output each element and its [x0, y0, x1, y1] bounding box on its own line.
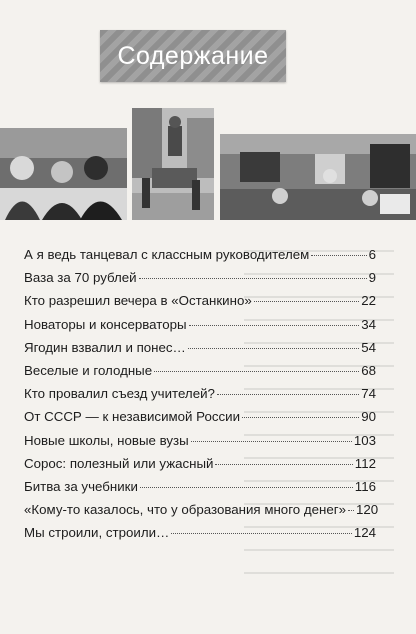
photo-students-at-table: [0, 128, 127, 220]
toc-leader: [311, 255, 366, 256]
toc-entry[interactable]: [24, 525, 376, 548]
toc-page-number: 124: [353, 525, 376, 541]
toc-leader: [254, 301, 359, 302]
toc-entry[interactable]: [24, 409, 376, 432]
toc-page-number: 6: [368, 247, 376, 262]
toc-title: Сорос: полезный или ужасный: [24, 455, 214, 471]
toc-leader: [348, 510, 354, 511]
photo-strip: [0, 108, 416, 222]
toc-leader: [217, 394, 359, 395]
toc-title: Веселые и голодные: [24, 362, 153, 378]
toc-entry[interactable]: [24, 479, 376, 502]
toc-title: А я ведь танцевал с классным руководителем: [24, 247, 310, 262]
toc-title: Ваза за 70 рублей: [24, 270, 137, 286]
toc-leader: [191, 441, 352, 442]
table-of-contents: [24, 247, 379, 548]
toc-leader: [188, 348, 359, 349]
title-banner: [100, 30, 286, 82]
toc-entry[interactable]: [24, 502, 379, 525]
toc-page-number: 120: [355, 502, 379, 518]
toc-entry[interactable]: [24, 317, 376, 340]
toc-entry[interactable]: [24, 270, 376, 293]
toc-page-number: 68: [361, 362, 376, 378]
toc-title: «Кому-то казалось, что у образования много денег»: [24, 502, 346, 518]
photo-classroom-scene: [220, 134, 416, 220]
toc-leader: [154, 371, 359, 372]
toc-leader: [171, 533, 352, 534]
toc-page-number: 54: [361, 339, 376, 355]
toc-page-number: 74: [361, 386, 376, 402]
toc-entry[interactable]: [24, 456, 376, 479]
toc-entry[interactable]: [24, 433, 376, 456]
photo-monument-square: [132, 108, 214, 220]
page-title: Содержание: [117, 41, 269, 70]
toc-entry[interactable]: [24, 340, 376, 363]
toc-title: От СССР — к независимой России: [24, 409, 240, 425]
toc-title: Ягодин взвалил и понес…: [24, 339, 186, 355]
toc-entry[interactable]: [24, 247, 376, 270]
toc-title: Мы строили, строили…: [24, 525, 170, 541]
toc-title: Кто разрешил вечера в «Останкино»: [24, 293, 252, 309]
toc-entry[interactable]: [24, 363, 376, 386]
toc-page-number: 112: [354, 455, 376, 471]
toc-leader: [215, 464, 352, 465]
toc-leader: [139, 278, 367, 279]
toc-page-number: 90: [361, 409, 376, 425]
toc-title: Битва за учебники: [24, 478, 138, 494]
toc-leader: [242, 417, 359, 418]
toc-title: Кто провалил съезд учителей?: [24, 386, 215, 402]
toc-title: Новые школы, новые вузы: [24, 432, 189, 448]
toc-leader: [189, 325, 360, 326]
toc-page-number: 103: [353, 432, 376, 448]
toc-entry[interactable]: [24, 386, 376, 409]
toc-page-number: 9: [368, 270, 376, 286]
toc-leader: [140, 487, 353, 488]
toc-page-number: 22: [361, 293, 376, 309]
toc-entry[interactable]: [24, 293, 376, 316]
toc-page-number: 34: [361, 316, 376, 332]
toc-title: Новаторы и консерваторы: [24, 316, 187, 332]
toc-page-number: 116: [354, 478, 376, 494]
